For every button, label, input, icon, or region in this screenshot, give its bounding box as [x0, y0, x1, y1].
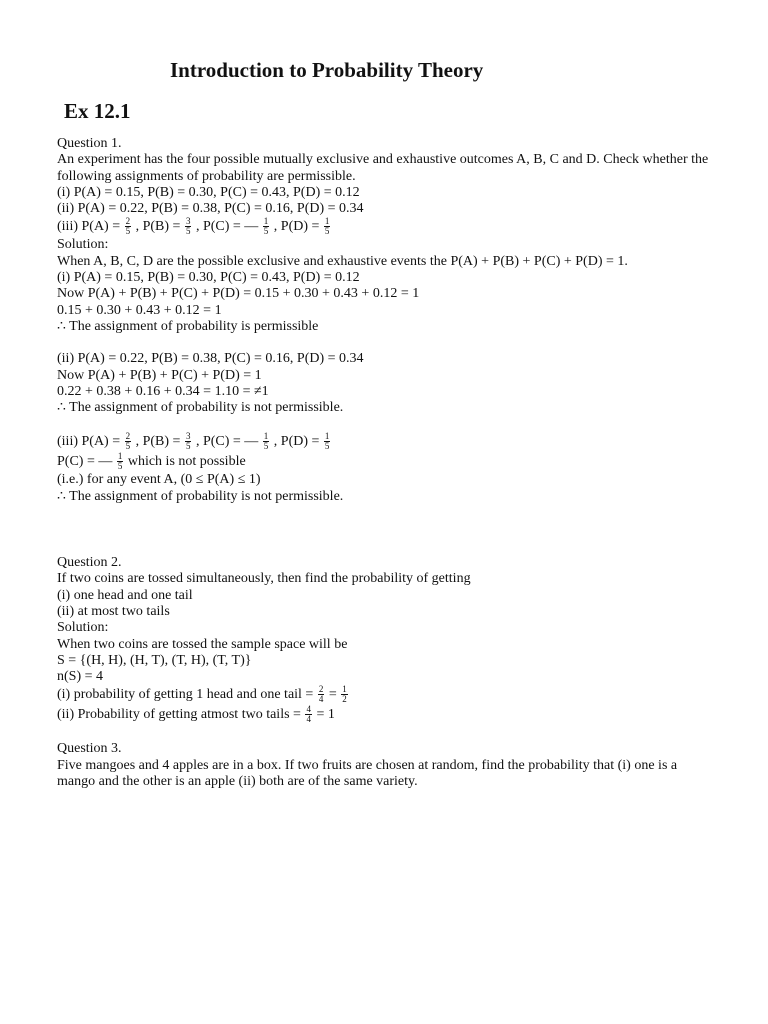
fraction [324, 217, 331, 236]
q1-text: An experiment has the four possible mutually exclusive and exhaustive outcomes A, B, C and D. Check whether the following assignments of probability are permissible. [57, 152, 709, 184]
text-run: , P(B) = [135, 434, 181, 450]
denominator: 4 [306, 713, 311, 724]
numerator: 4 [306, 703, 311, 714]
q1-sol-i-line-3: 0.15 + 0.30 + 0.43 + 0.12 = 1 [57, 302, 222, 318]
q1-option-iii [57, 217, 717, 237]
fraction [263, 217, 270, 236]
denominator: 5 [263, 225, 269, 236]
q3-heading: Question 3. [57, 741, 122, 757]
q2-sol-line-5 [57, 705, 717, 725]
q1-solution-intro: When A, B, C, D are the possible exclusive and exhaustive events the P(A) + P(B) + P(C) + P(D) = 1. [57, 253, 628, 269]
numerator: 1 [263, 215, 269, 226]
q1-solution-label: Solution: [57, 237, 109, 253]
denominator: 5 [324, 440, 330, 451]
numerator: 1 [263, 430, 269, 441]
q1-sol-iii-line-3: (i.e.) for any event A, (0 ≤ P(A) ≤ 1) [57, 472, 261, 488]
fraction [125, 432, 132, 451]
q2-sol-line-3: n(S) = 4 [57, 669, 104, 685]
denominator: 5 [324, 225, 330, 236]
denominator: 5 [125, 440, 131, 451]
fraction [263, 432, 270, 451]
fraction [305, 705, 312, 724]
q1-sol-i-line-1: (i) P(A) = 0.15, P(B) = 0.30, P(C) = 0.43, P(D) = 0.12 [57, 270, 360, 286]
text-run: (iii) P(A) = [57, 219, 121, 235]
spacer [57, 725, 717, 741]
numerator: 2 [125, 215, 131, 226]
q1-sol-i-conclusion: ∴ The assignment of probability is permissible [57, 318, 319, 334]
numerator: 1 [324, 215, 330, 226]
numerator: 2 [318, 683, 324, 694]
q2-sol-line-1: When two coins are tossed the sample space will be [57, 636, 348, 652]
denominator: 4 [318, 693, 324, 704]
denominator: 5 [185, 225, 191, 236]
q2-sol-line-4 [57, 685, 717, 705]
q1-sol-ii-conclusion: ∴ The assignment of probability is not permissible. [57, 400, 344, 416]
numerator: 1 [117, 450, 123, 461]
numerator: 3 [185, 430, 191, 441]
fraction [117, 452, 124, 471]
numerator: 2 [125, 430, 131, 441]
q2-option-i: (i) one head and one tail [57, 587, 193, 603]
document-body [57, 136, 717, 790]
fraction [324, 432, 331, 451]
numerator: 1 [324, 430, 330, 441]
spacer [57, 505, 717, 555]
q2-text: If two coins are tossed simultaneously, then find the probability of getting [57, 571, 471, 587]
denominator: 5 [263, 440, 269, 451]
text-run: , P(C) = — [195, 219, 259, 235]
denominator: 5 [185, 440, 191, 451]
fraction [185, 217, 192, 236]
text-run: , P(D) = [273, 434, 320, 450]
text-run: , P(B) = [135, 219, 181, 235]
q3-text: Five mangoes and 4 apples are in a box. If two fruits are chosen at random, find the probability that (i) one is a mango and the other is an apple (ii) both are of the same variety. [57, 757, 678, 790]
q1-sol-ii-line-3: 0.22 + 0.38 + 0.16 + 0.34 = 1.10 = ≠1 [57, 383, 269, 399]
q1-option-i: (i) P(A) = 0.15, P(B) = 0.30, P(C) = 0.43, P(D) = 0.12 [57, 184, 360, 200]
spacer [57, 335, 717, 351]
text-run: , P(C) = — [195, 434, 259, 450]
numerator: 1 [342, 683, 347, 694]
text-run: , P(D) = [273, 219, 320, 235]
q1-sol-ii-line-1: (ii) P(A) = 0.22, P(B) = 0.38, P(C) = 0.16, P(D) = 0.34 [57, 351, 364, 367]
exercise-heading: Ex 12.1 [64, 99, 131, 123]
fraction [125, 217, 132, 236]
q1-heading: Question 1. [57, 136, 122, 151]
q2-option-ii: (ii) at most two tails [57, 603, 170, 619]
q1-sol-iii-line-1 [57, 432, 717, 452]
fraction [341, 685, 348, 704]
numerator: 3 [185, 215, 191, 226]
document-title: Introduction to Probability Theory [170, 58, 484, 82]
q2-solution-label: Solution: [57, 620, 109, 636]
spacer [57, 416, 717, 432]
q1-sol-i-line-2: Now P(A) + P(B) + P(C) + P(D) = 0.15 + 0.30 + 0.43 + 0.12 = 1 [57, 286, 420, 302]
q1-sol-iii-conclusion: ∴ The assignment of probability is not permissible. [57, 488, 344, 504]
fraction [318, 685, 325, 704]
text-run: = [328, 687, 337, 703]
denominator: 5 [125, 225, 131, 236]
text-run: = 1 [316, 707, 335, 723]
q2-heading: Question 2. [57, 555, 122, 571]
q1-option-ii: (ii) P(A) = 0.22, P(B) = 0.38, P(C) = 0.16, P(D) = 0.34 [57, 201, 364, 217]
text-run: P(C) = — [57, 454, 113, 470]
q1-sol-iii-line-2 [57, 452, 717, 472]
denominator: 2 [342, 693, 347, 704]
fraction [185, 432, 192, 451]
denominator: 5 [117, 460, 123, 471]
q2-sol-line-2: S = {(H, H), (H, T), (T, H), (T, T)} [57, 652, 252, 668]
text-run: which is not possible [127, 454, 246, 470]
text-run: (iii) P(A) = [57, 434, 121, 450]
q1-sol-ii-line-2: Now P(A) + P(B) + P(C) + P(D) = 1 [57, 367, 262, 383]
text-run: (ii) Probability of getting atmost two tails = [57, 707, 301, 723]
text-run: (i) probability of getting 1 head and one tail = [57, 687, 314, 703]
